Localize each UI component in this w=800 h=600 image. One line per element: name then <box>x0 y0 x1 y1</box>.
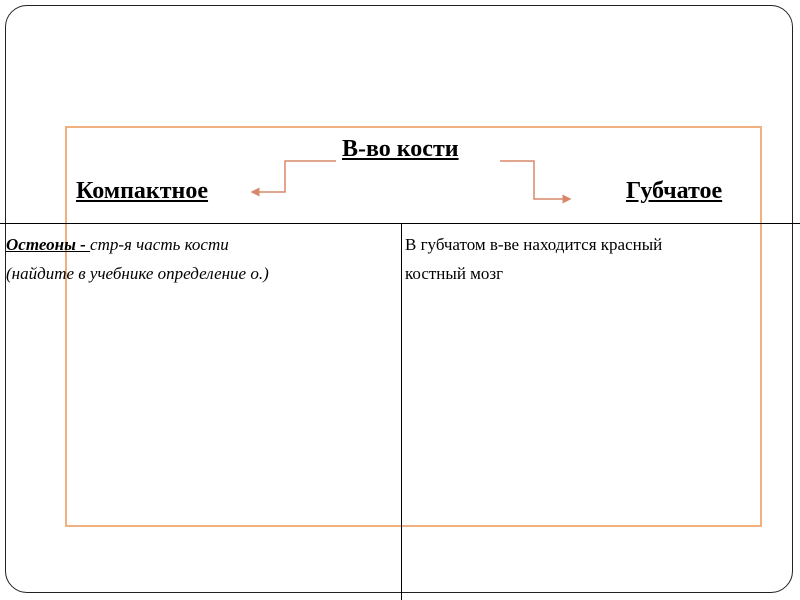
spongy-heading: Губчатое <box>626 178 723 204</box>
table-top-border <box>0 223 800 224</box>
compact-cell-line1 <box>6 230 398 259</box>
compact-heading: Компактное <box>76 178 209 204</box>
osteons-term: Остеоны - <box>6 235 91 254</box>
compact-cell-line2: (найдите в учебнике определение о.) <box>6 264 269 283</box>
spongy-cell <box>405 230 795 288</box>
osteons-definition: стр-я часть кости <box>90 235 229 254</box>
slide-title: В-во кости <box>342 136 459 162</box>
table-column-divider <box>401 223 402 600</box>
spongy-cell-line2: костный мозг <box>405 264 504 283</box>
compact-cell <box>6 230 398 288</box>
spongy-cell-line1: В губчатом в-ве находится красный <box>405 235 663 254</box>
